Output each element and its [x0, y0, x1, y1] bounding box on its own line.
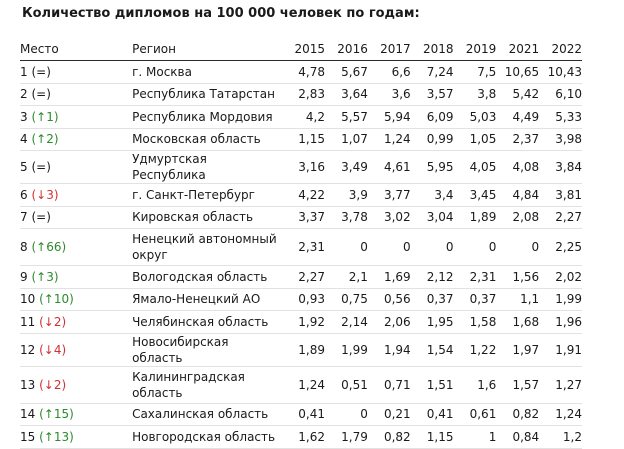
value-cell: 3,02 [383, 210, 411, 225]
value-cell: 3,78 [341, 210, 368, 225]
value-cell: 0 [360, 407, 368, 422]
value-cell: 2,31 [298, 240, 326, 254]
value-cell: 5,03 [469, 109, 497, 124]
value-cell: 1,89 [298, 342, 326, 357]
table-row [20, 61, 582, 84]
value-cell: 1,69 [383, 269, 411, 284]
value-cell: 4,05 [469, 160, 497, 174]
value-cell: 0,51 [341, 377, 368, 392]
place-number: 14 [20, 407, 36, 422]
value-cell: 1,54 [426, 342, 454, 357]
value-cell: 3,98 [555, 132, 582, 147]
value-cell: 1,24 [383, 132, 411, 147]
rank-change-badge: (=) [31, 210, 51, 225]
table-row [20, 311, 582, 334]
value-cell: 1,91 [555, 342, 582, 357]
rank-change-badge: (↑10) [39, 292, 74, 307]
value-cell: 1,1 [520, 292, 540, 307]
value-cell: 3,8 [477, 87, 497, 102]
place-cell [20, 229, 132, 266]
place-cell [20, 61, 132, 84]
value-cell: 1,15 [426, 429, 454, 444]
rank-change-badge: (↑15) [39, 407, 74, 422]
region-cell: Ямало-Ненецкий АО [132, 292, 261, 307]
region-cell: Московская область [132, 132, 261, 147]
value-cell: 5,67 [341, 64, 368, 79]
value-cell: 6,6 [391, 64, 411, 79]
place-cell [20, 403, 132, 426]
value-cell: 5,33 [555, 109, 582, 124]
value-cell: 2,83 [298, 87, 326, 102]
rank-change-badge: (=) [31, 64, 51, 79]
rank-change-badge: (↓3) [31, 187, 59, 202]
region-cell: г. Москва [132, 64, 192, 79]
value-cell: 1,27 [555, 377, 582, 392]
value-cell: 0,84 [512, 429, 540, 444]
value-cell: 0,56 [383, 292, 411, 307]
column-header-year: 2022 [551, 42, 582, 56]
table-row [20, 288, 582, 311]
value-cell: 5,94 [383, 109, 411, 124]
table-row [20, 106, 582, 129]
value-cell: 1 [488, 429, 497, 444]
value-cell: 1,24 [555, 407, 582, 422]
value-cell: 4,22 [298, 187, 326, 202]
rank-change-badge: (↑3) [31, 269, 59, 284]
place-number: 10 [20, 292, 36, 307]
place-cell [20, 288, 132, 311]
value-cell: 1,99 [341, 342, 368, 357]
value-cell: 1,97 [512, 342, 540, 357]
value-cell: 1,96 [555, 314, 582, 329]
value-cell: 3,81 [555, 187, 582, 202]
place-cell [20, 128, 132, 151]
region-cell: Ненецкий автономный округ [132, 232, 277, 262]
value-cell: 3,04 [426, 210, 454, 225]
table-row [20, 229, 582, 266]
value-cell: 1,05 [469, 132, 497, 147]
column-header-region: Регион [132, 42, 176, 56]
value-cell: 1,22 [469, 342, 497, 357]
column-header-year: 2021 [508, 42, 540, 56]
value-cell: 10,43 [547, 64, 582, 79]
value-cell: 6,10 [555, 87, 582, 102]
region-cell: Челябинская область [132, 314, 269, 329]
value-cell: 1,51 [426, 377, 454, 392]
value-cell: 4,49 [512, 109, 540, 124]
value-cell: 1,56 [512, 269, 540, 284]
value-cell: 0 [445, 240, 454, 254]
value-cell: 3,9 [348, 187, 368, 202]
place-number: 11 [20, 314, 36, 329]
value-cell: 0,75 [341, 292, 368, 307]
rank-change-badge: (↑13) [39, 429, 74, 444]
place-number: 12 [20, 342, 36, 357]
value-cell: 0,93 [298, 292, 326, 307]
place-number: 15 [20, 429, 36, 444]
place-cell [20, 366, 132, 403]
rank-change-badge: (=) [31, 160, 51, 174]
value-cell: 0,37 [469, 292, 497, 307]
value-cell: 0,82 [383, 429, 411, 444]
value-cell: 0 [531, 240, 540, 254]
table-row [20, 128, 582, 151]
region-cell: г. Санкт-Петербург [132, 187, 255, 202]
value-cell: 2,27 [298, 269, 326, 284]
place-cell [20, 184, 132, 207]
value-cell: 1,89 [469, 210, 497, 225]
value-cell: 0,82 [512, 407, 540, 422]
value-cell: 3,84 [555, 160, 582, 174]
value-cell: 3,6 [391, 87, 411, 102]
value-cell: 7,24 [426, 64, 454, 79]
place-cell [20, 151, 132, 184]
table-row [20, 403, 582, 426]
rank-change-badge: (↓2) [39, 377, 67, 392]
value-cell: 1,58 [469, 314, 497, 329]
value-cell: 1,6 [477, 377, 497, 392]
table-row [20, 366, 582, 403]
place-cell [20, 106, 132, 129]
value-cell: 1,15 [298, 132, 326, 147]
place-cell [20, 426, 132, 449]
value-cell: 4,61 [383, 160, 411, 174]
value-cell: 2,02 [555, 269, 582, 284]
place-number: 8 [20, 240, 28, 254]
region-cell: Кировская область [132, 210, 254, 225]
value-cell: 1,2 [562, 429, 582, 444]
value-cell: 2,06 [383, 314, 411, 329]
place-number: 6 [20, 187, 28, 202]
region-cell: Республика Татарстан [132, 87, 275, 102]
value-cell: 1,68 [512, 314, 540, 329]
value-cell: 3,4 [434, 187, 454, 202]
value-cell: 2,14 [341, 314, 368, 329]
value-cell: 4,08 [512, 160, 540, 174]
value-cell: 1,94 [383, 342, 411, 357]
place-number: 9 [20, 269, 28, 284]
place-number: 5 [20, 160, 28, 174]
value-cell: 2,12 [426, 269, 454, 284]
value-cell: 3,49 [341, 160, 368, 174]
value-cell: 2,37 [512, 132, 540, 147]
region-cell: Вологодская область [132, 269, 268, 284]
value-cell: 3,16 [298, 160, 326, 174]
region-cell: Калининградская область [132, 369, 245, 400]
value-cell: 7,5 [477, 64, 497, 79]
value-cell: 0 [360, 240, 368, 254]
value-cell: 0,37 [426, 292, 454, 307]
value-cell: 4,78 [298, 64, 326, 79]
rank-change-badge: (↓4) [39, 342, 67, 357]
value-cell: 4,2 [305, 109, 326, 124]
table-row [20, 426, 582, 449]
region-cell: Новгородская область [132, 429, 276, 444]
value-cell: 1,62 [298, 429, 326, 444]
column-header-year: 2018 [422, 42, 454, 56]
place-number: 7 [20, 210, 28, 225]
value-cell: 5,57 [341, 109, 368, 124]
place-cell [20, 311, 132, 334]
place-cell [20, 266, 132, 289]
value-cell: 3,64 [341, 87, 368, 102]
value-cell: 5,42 [512, 87, 540, 102]
table-row [20, 83, 582, 106]
region-cell: Удмуртская Республика [132, 152, 207, 182]
page-title: Количество дипломов на 100 000 человек по годам: [22, 6, 420, 21]
place-cell [20, 333, 132, 366]
value-cell: 1,07 [341, 132, 368, 147]
value-cell: 1,57 [512, 377, 540, 392]
region-cell: Сахалинская область [132, 407, 269, 422]
value-cell: 1,99 [555, 292, 582, 307]
rank-change-badge: (=) [31, 87, 51, 102]
place-cell [20, 206, 132, 229]
value-cell: 0,41 [298, 407, 326, 422]
rank-change-badge: (↑1) [31, 109, 59, 124]
value-cell: 3,77 [383, 187, 411, 202]
region-cell: Новосибирская область [132, 334, 229, 365]
place-number: 2 [20, 87, 28, 102]
place-number: 4 [20, 132, 28, 147]
value-cell: 1,24 [298, 377, 326, 392]
rank-change-badge: (↑66) [31, 240, 67, 254]
value-cell: 0,71 [383, 377, 411, 392]
table-row [20, 184, 582, 207]
value-cell: 4,84 [512, 187, 540, 202]
value-cell: 3,37 [298, 210, 326, 225]
place-number: 3 [20, 109, 28, 124]
place-number: 1 [20, 64, 28, 79]
place-number: 13 [20, 377, 36, 392]
column-header-place: Место [20, 42, 59, 56]
rank-change-badge: (↓2) [39, 314, 67, 329]
table-row [20, 151, 582, 184]
value-cell: 1,92 [298, 314, 326, 329]
place-cell [20, 83, 132, 106]
value-cell: 2,08 [512, 210, 540, 225]
table-body [20, 61, 582, 449]
table-row [20, 206, 582, 229]
diplomas-table [20, 38, 582, 449]
value-cell: 1,79 [341, 429, 368, 444]
value-cell: 5,95 [426, 160, 454, 174]
value-cell: 2,1 [348, 269, 368, 284]
value-cell: 6,09 [426, 109, 454, 124]
value-cell: 2,27 [555, 210, 582, 225]
value-cell: 1,95 [426, 314, 454, 329]
rank-change-badge: (↑2) [31, 132, 59, 147]
table-header-row [20, 38, 582, 61]
column-header-year: 2019 [465, 42, 497, 56]
value-cell: 2,31 [469, 269, 497, 284]
table-row [20, 266, 582, 289]
value-cell: 0,61 [469, 407, 497, 422]
column-header-year: 2016 [337, 42, 368, 56]
value-cell: 0 [403, 240, 411, 254]
column-header-year: 2015 [294, 42, 326, 56]
value-cell: 0,41 [426, 407, 454, 422]
value-cell: 0 [488, 240, 497, 254]
column-header-year: 2017 [380, 42, 411, 56]
value-cell: 0,99 [426, 132, 454, 147]
value-cell: 0,21 [383, 407, 411, 422]
value-cell: 3,45 [469, 187, 497, 202]
value-cell: 2,25 [555, 240, 582, 254]
table-row [20, 333, 582, 366]
region-cell: Республика Мордовия [132, 109, 273, 124]
value-cell: 3,57 [426, 87, 454, 102]
value-cell: 10,65 [504, 64, 540, 79]
